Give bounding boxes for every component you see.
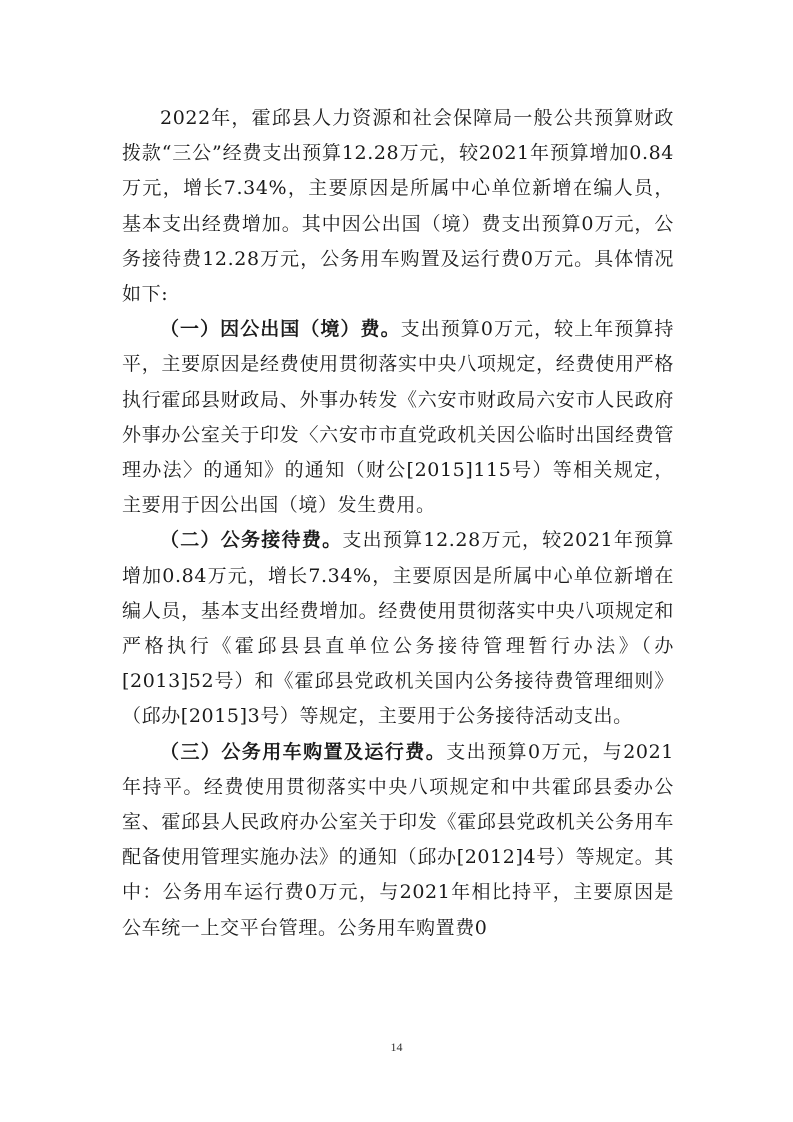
paragraph-text: 2022年，霍邱县人力资源和社会保障局一般公共预算财政拨款“三公”经费支出预算12.28万元，较2021年预算增加0.84万元，增长7.34%，主要原因是所属中心单位新增在编人员，基本支出经费增加。其中因公出国（境）费支出预算0万元，公务接待费12.28万元，公务用车购置及运行费0万元。具体情况如下: xyxy=(122,107,674,306)
document-body xyxy=(122,101,674,946)
paragraph-official-reception xyxy=(122,523,674,734)
paragraph-overseas-travel xyxy=(122,312,674,523)
paragraph-heading: （三）公务用车购置及运行费。 xyxy=(160,740,447,763)
paragraph-text: 支出预算0万元，较上年预算持平，主要原因是经费使用贯彻落实中央八项规定，经费使用严格执行霍邱县财政局、外事办转发《六安市财政局六安市人民政府外事办公室关于印发〈六安市市直党政机关因公临时出国经费管理办法〉的通知》的通知（财公[2015]115号）等相关规定，主要用于因公出国（境）发生费用。 xyxy=(122,318,674,517)
paragraph-intro xyxy=(122,101,674,312)
paragraph-official-vehicles xyxy=(122,735,674,946)
paragraph-heading: （一）因公出国（境）费。 xyxy=(160,318,401,341)
paragraph-text: 支出预算12.28万元，较2021年预算增加0.84万元，增长7.34%，主要原因是所属中心单位新增在编人员，基本支出经费增加。经费使用贯彻落实中央八项规定和严格执行《霍邱县县直单位公务接待管理暂行办法》（办[2013]52号）和《霍邱县党政机关国内公务接待费管理细则》（邱办[2015]3号）等规定，主要用于公务接待活动支出。 xyxy=(122,529,675,728)
paragraph-text: 支出预算0万元，与2021年持平。经费使用贯彻落实中央八项规定和中共霍邱县委办公室、霍邱县人民政府办公室关于印发《霍邱县党政机关公务用车配备使用管理实施办法》的通知（邱办[2012]4号）等规定。其中：公务用车运行费0万元，与2021年相比持平，主要原因是公车统一上交平台管理。公务用车购置费0 xyxy=(122,740,674,939)
page-number: 14 xyxy=(390,1040,403,1054)
paragraph-heading: （二）公务接待费。 xyxy=(160,529,343,552)
